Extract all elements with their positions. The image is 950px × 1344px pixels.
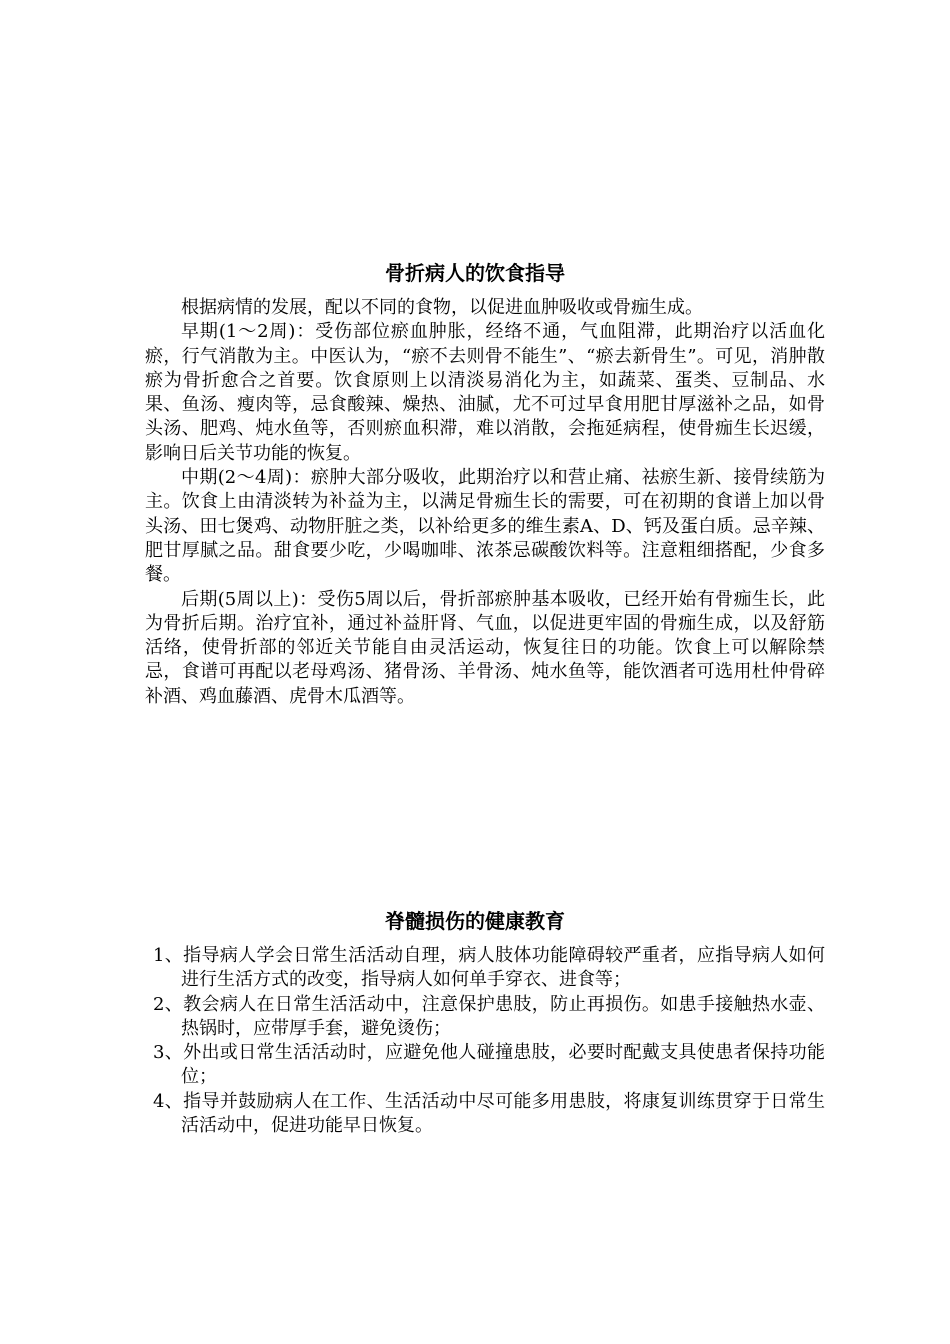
list-item: 1、指导病人学会日常生活活动自理，病人肢体功能障碍较严重者，应指导病人如何进行生活方式的改变，指导病人如何单手穿衣、进食等； (153, 945, 825, 991)
diet-middle-stage-paragraph: 中期(2～4周)：瘀肿大部分吸收，此期治疗以和营止痛、祛瘀生新、接骨续筋为主。饮食上由清淡转为补益为主，以满足骨痂生长的需要，可在初期的食谱上加以骨头汤、田七煲鸡、动物肝脏之类，以补给更多的维生素A、D、钙及蛋白质。忌辛辣、肥甘厚腻之品。甜食要少吃，少喝咖啡、浓茶忌碳酸饮料等。注意粗细搭配，少食多餐。 (145, 467, 825, 586)
list-item: 3、外出或日常生活活动时，应避免他人碰撞患肢，必要时配戴支具使患者保持功能位； (153, 1042, 825, 1088)
spine-education-list (145, 944, 825, 1138)
diet-intro-paragraph: 根据病情的发展，配以不同的食物，以促进血肿吸收或骨痂生成。 (181, 297, 703, 318)
diet-late-stage-paragraph: 后期(5周以上)：受伤5周以后，骨折部瘀肿基本吸收，已经开始有骨痂生长，此为骨折后期。治疗宜补，通过补益肝肾、气血，以促进更牢固的骨痂生成，以及舒筋活络，使骨折部的邻近关节能自由灵活运动，恢复往日的功能。饮食上可以解除禁忌，食谱可再配以老母鸡汤、猪骨汤、羊骨汤、炖水鱼等，能饮酒者可选用杜仲骨碎补酒、鸡血藤酒、虎骨木瓜酒等。 (145, 588, 825, 707)
diet-guide-body (145, 296, 825, 709)
spine-education-title: 脊髓损伤的健康教育 (385, 909, 565, 933)
list-item: 2、教会病人在日常生活活动中，注意保护患肢，防止再损伤。如患手接触热水壶、热锅时，应带厚手套，避免烫伤； (153, 993, 825, 1039)
diet-early-stage-paragraph: 早期(1～2周)：受伤部位瘀血肿胀，经络不通，气血阻滞，此期治疗以活血化瘀，行气消散为主。中医认为，“瘀不去则骨不能生”、“瘀去新骨生”。可见，消肿散瘀为骨折愈合之首要。饮食原则上以清淡易消化为主，如蔬菜、蛋类、豆制品、水果、鱼汤、瘦肉等，忌食酸辣、燥热、油腻，尤不可过早食用肥甘厚滋补之品，如骨头汤、肥鸡、炖水鱼等，否则瘀血积滞，难以消散，会拖延病程，使骨痂生长迟缓，影响日后关节功能的恢复。 (145, 321, 825, 464)
list-item: 4、指导并鼓励病人在工作、生活活动中尽可能多用患肢，将康复训练贯穿于日常生活活动中，促进功能早日恢复。 (153, 1090, 825, 1137)
diet-guide-title: 骨折病人的饮食指导 (385, 261, 565, 285)
